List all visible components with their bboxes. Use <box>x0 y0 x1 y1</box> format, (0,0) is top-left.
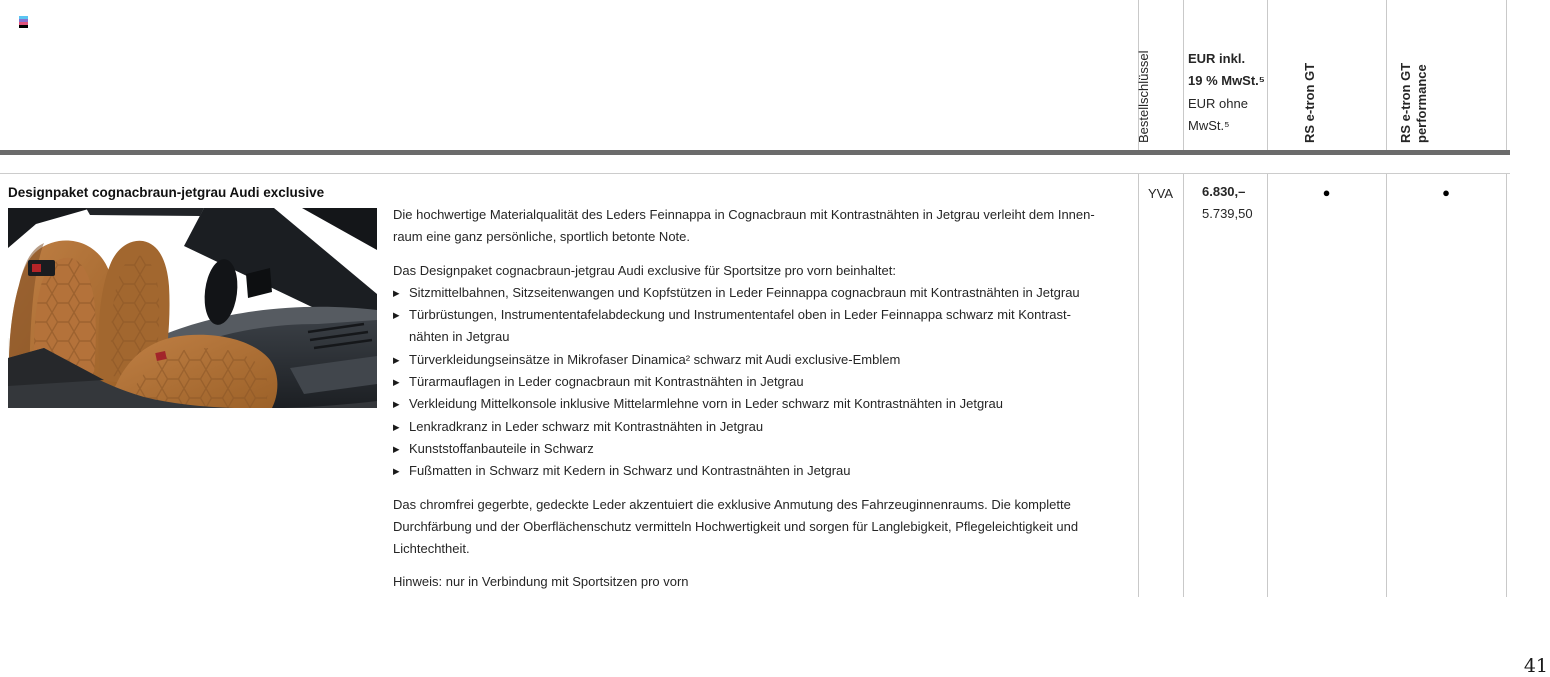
color-stripe <box>19 25 28 28</box>
list-item-text: Türarmauflagen in Leder cognacbraun mit Kontrastnähten in Jetgrau <box>409 374 804 390</box>
availability-dot-rs-etron-gt-performance: ● <box>1442 185 1450 200</box>
price-header-line: EUR inkl. <box>1188 51 1246 66</box>
price-cell <box>1202 181 1253 226</box>
list-item <box>393 304 1138 349</box>
list-intro <box>393 260 1138 282</box>
interior-photo <box>8 208 377 408</box>
column-rule <box>1506 0 1507 150</box>
order-code-cell: YVA <box>1147 186 1174 201</box>
column-rule <box>1267 174 1268 597</box>
bullet-triangle-icon: ▶ <box>393 399 400 410</box>
intro-paragraph <box>393 204 1138 249</box>
row-top-rule <box>0 173 1510 174</box>
list-item <box>393 416 1138 438</box>
price-header-line: EUR ohne <box>1188 95 1248 111</box>
column-rule <box>1183 0 1184 150</box>
list-item <box>393 393 1138 415</box>
column-rule <box>1386 0 1387 150</box>
column-header-price <box>1188 48 1265 137</box>
text-line: raum eine ganz persönliche, sportlich betonte Note. <box>393 229 691 245</box>
list-item <box>393 460 1138 482</box>
text-line: Durchfärbung und der Oberflächenschutz vermitteln Hochwertigkeit und sorgen für Langlebigkeit, Pflegeleichtigkeit und <box>393 518 1079 534</box>
list-item <box>393 438 1138 460</box>
availability-dot-rs-etron-gt: ● <box>1322 185 1331 200</box>
bullet-triangle-icon: ▶ <box>393 443 400 454</box>
header-separator-bar <box>0 150 1510 155</box>
outro-paragraph <box>393 494 1138 561</box>
column-rule <box>1267 0 1268 150</box>
column-header-model-rs-etron-gt-performance: RS e-tron GT performance <box>1398 62 1429 143</box>
list-item <box>393 282 1138 304</box>
text-line: Das chromfrei gegerbte, gedeckte Leder akzentuiert die exklusive Anmutung des Fahrzeuginnenraums. Die komplette <box>393 496 1071 512</box>
column-rule <box>1506 174 1507 597</box>
option-description <box>393 204 1138 594</box>
list-item-text: Lenkradkranz in Leder schwarz mit Kontrastnähten in Jetgrau <box>409 418 764 434</box>
list-item-text: Fußmatten in Schwarz mit Kedern in Schwarz und Kontrastnähten in Jetgrau <box>409 463 851 479</box>
list-item-text: Kunststoffanbauteile in Schwarz <box>409 440 594 456</box>
column-rule <box>1138 174 1139 597</box>
list-item-text: Türbrüstungen, Instrumententafelabdeckung und Instrumententafel oben in Leder Feinnappa schwarz mit Kontrast- nähten in Jetgrau <box>409 307 1071 345</box>
list-item <box>393 349 1138 371</box>
interior-photo-illustration <box>8 208 377 408</box>
price-incl-vat: 6.830,– <box>1202 184 1246 199</box>
feature-list <box>393 282 1138 483</box>
list-item-text: Verkleidung Mittelkonsole inklusive Mittelarmlehne vorn in Leder schwarz mit Kontrastnähten in Jetgrau <box>409 396 1003 412</box>
bullet-triangle-icon: ▶ <box>393 421 400 432</box>
bullet-triangle-icon: ▶ <box>393 354 400 365</box>
bullet-triangle-icon: ▶ <box>393 287 400 298</box>
page-number: 41 <box>1523 655 1548 677</box>
price-header-line: MwSt.⁵ <box>1188 117 1230 133</box>
column-header-order-code: Bestellschlüssel <box>1136 50 1151 143</box>
print-registration-mark <box>19 16 28 28</box>
note-line <box>393 571 1138 593</box>
column-rule <box>1183 174 1184 597</box>
text-line: Das Designpaket cognacbraun-jetgrau Audi exclusive für Sportsitze pro vorn beinhaltet: <box>393 262 896 278</box>
price-header-line: 19 % MwSt.⁵ <box>1188 73 1265 89</box>
list-item-text: Sitzmittelbahnen, Sitzseitenwangen und Kopfstützen in Leder Feinnappa cognacbraun mit Kontrastnähten in Jetgrau <box>409 284 1080 300</box>
list-item <box>393 371 1138 393</box>
list-item-text: Türverkleidungseinsätze in Mikrofaser Dinamica² schwarz mit Audi exclusive-Emblem <box>409 351 901 367</box>
price-excl-vat: 5.739,50 <box>1202 206 1253 222</box>
column-rule <box>1386 174 1387 597</box>
option-title: Designpaket cognacbraun-jetgrau Audi exclusive <box>8 185 325 200</box>
text-line: Die hochwertige Materialqualität des Leders Feinnappa in Cognacbraun mit Kontrastnähten in Jetgrau verleiht dem Innen- <box>393 207 1095 222</box>
bullet-triangle-icon: ▶ <box>393 310 400 321</box>
column-header-model-rs-etron-gt: RS e-tron GT <box>1302 62 1317 143</box>
text-line: Lichtechtheit. <box>393 541 470 557</box>
bullet-triangle-icon: ▶ <box>393 377 400 388</box>
bullet-triangle-icon: ▶ <box>393 466 400 477</box>
text-line: Hinweis: nur in Verbindung mit Sportsitzen pro vorn <box>393 574 689 590</box>
